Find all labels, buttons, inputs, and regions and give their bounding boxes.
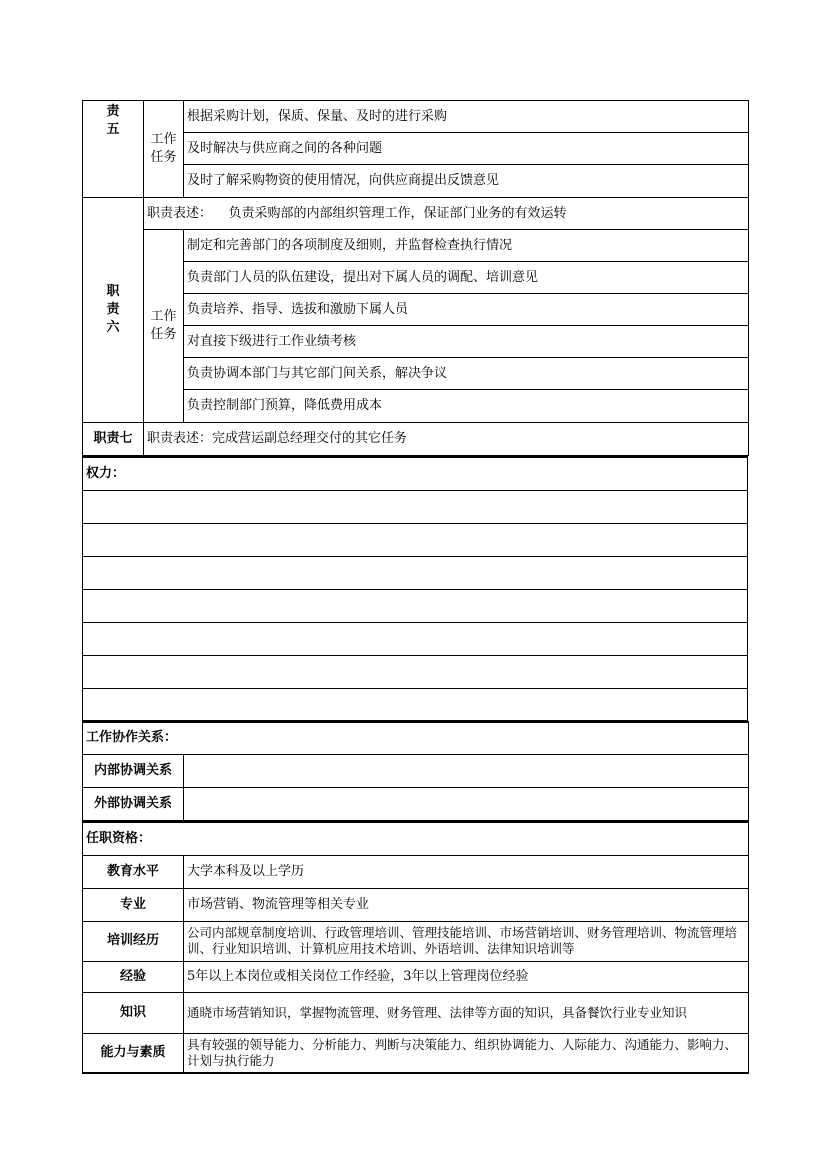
- duty6-task: 负责协调本部门与其它部门间关系，解决争议: [184, 358, 749, 390]
- power-blank-row: [83, 688, 748, 720]
- cooperation-heading: 工作协作关系：: [83, 722, 749, 755]
- duty6-task: 制定和完善部门的各项制度及细则，并监督检查执行情况: [184, 230, 749, 262]
- power-blank-row: [83, 523, 748, 556]
- qualifications-table: [82, 821, 749, 1074]
- education-label: 教育水平: [83, 855, 184, 888]
- knowledge-label: 知识: [83, 992, 184, 1033]
- experience-value: 5年以上本岗位或相关岗位工作经验，3年以上管理岗位经验: [184, 961, 749, 992]
- duty5-tasks-label: 工作 任务: [144, 101, 184, 198]
- power-blank-row: [83, 655, 748, 688]
- duty5-task: 及时解决与供应商之间的各种问题: [184, 133, 749, 165]
- ability-label: 能力与素质: [83, 1033, 184, 1073]
- internal-coordination-value: [184, 755, 749, 788]
- duty6-description: 职责表述： 负责采购部的内部组织管理工作，保证部门业务的有效运转: [144, 198, 749, 230]
- duty6-task: 负责部门人员的队伍建设，提出对下属人员的调配、培训意见: [184, 262, 749, 294]
- training-label: 培训经历: [83, 921, 184, 961]
- external-coordination-label: 外部协调关系: [83, 788, 184, 821]
- duties-table: [82, 100, 749, 456]
- duty6-label: 职 责 六: [83, 198, 144, 423]
- training-value: 公司内部规章制度培训、行政管理培训、管理技能培训、市场营销培训、财务管理培训、物流管理培训、行业知识培训、计算机应用技术培训、外语培训、法律知识培训等: [184, 921, 749, 961]
- external-coordination-value: [184, 788, 749, 821]
- power-blank-row: [83, 589, 748, 622]
- power-blank-row: [83, 556, 748, 589]
- experience-label: 经验: [83, 961, 184, 992]
- power-blank-row: [83, 622, 748, 655]
- duty5-label: 责 五: [83, 101, 144, 198]
- major-label: 专业: [83, 888, 184, 921]
- duty5-task: 及时了解采购物资的使用情况，向供应商提出反馈意见: [184, 165, 749, 198]
- power-heading: 权力：: [83, 457, 748, 490]
- internal-coordination-label: 内部协调关系: [83, 755, 184, 788]
- duty6-task: 对直接下级进行工作业绩考核: [184, 326, 749, 358]
- power-table: [82, 456, 748, 721]
- qualifications-heading: 任职资格：: [83, 822, 749, 855]
- duty5-task: 根据采购计划，保质、保量、及时的进行采购: [184, 101, 749, 133]
- knowledge-value: 通晓市场营销知识，掌握物流管理、财务管理、法律等方面的知识，具备餐饮行业专业知识: [184, 992, 749, 1033]
- education-value: 大学本科及以上学历: [184, 855, 749, 888]
- duty7-description: 职责表述：完成营运副总经理交付的其它任务: [144, 423, 749, 456]
- duty6-task: 负责培养、指导、选拔和激励下属人员: [184, 294, 749, 326]
- ability-value: 具有较强的领导能力、分析能力、判断与决策能力、组织协调能力、人际能力、沟通能力、影响力、计划与执行能力: [184, 1033, 749, 1073]
- power-blank-row: [83, 490, 748, 523]
- cooperation-table: [82, 721, 749, 822]
- duty6-task: 负责控制部门预算，降低费用成本: [184, 390, 749, 423]
- major-value: 市场营销、物流管理等相关专业: [184, 888, 749, 921]
- duty7-label: 职责七: [83, 423, 144, 456]
- job-description-page: [82, 100, 748, 1074]
- duty6-tasks-label: 工作 任务: [144, 230, 184, 423]
